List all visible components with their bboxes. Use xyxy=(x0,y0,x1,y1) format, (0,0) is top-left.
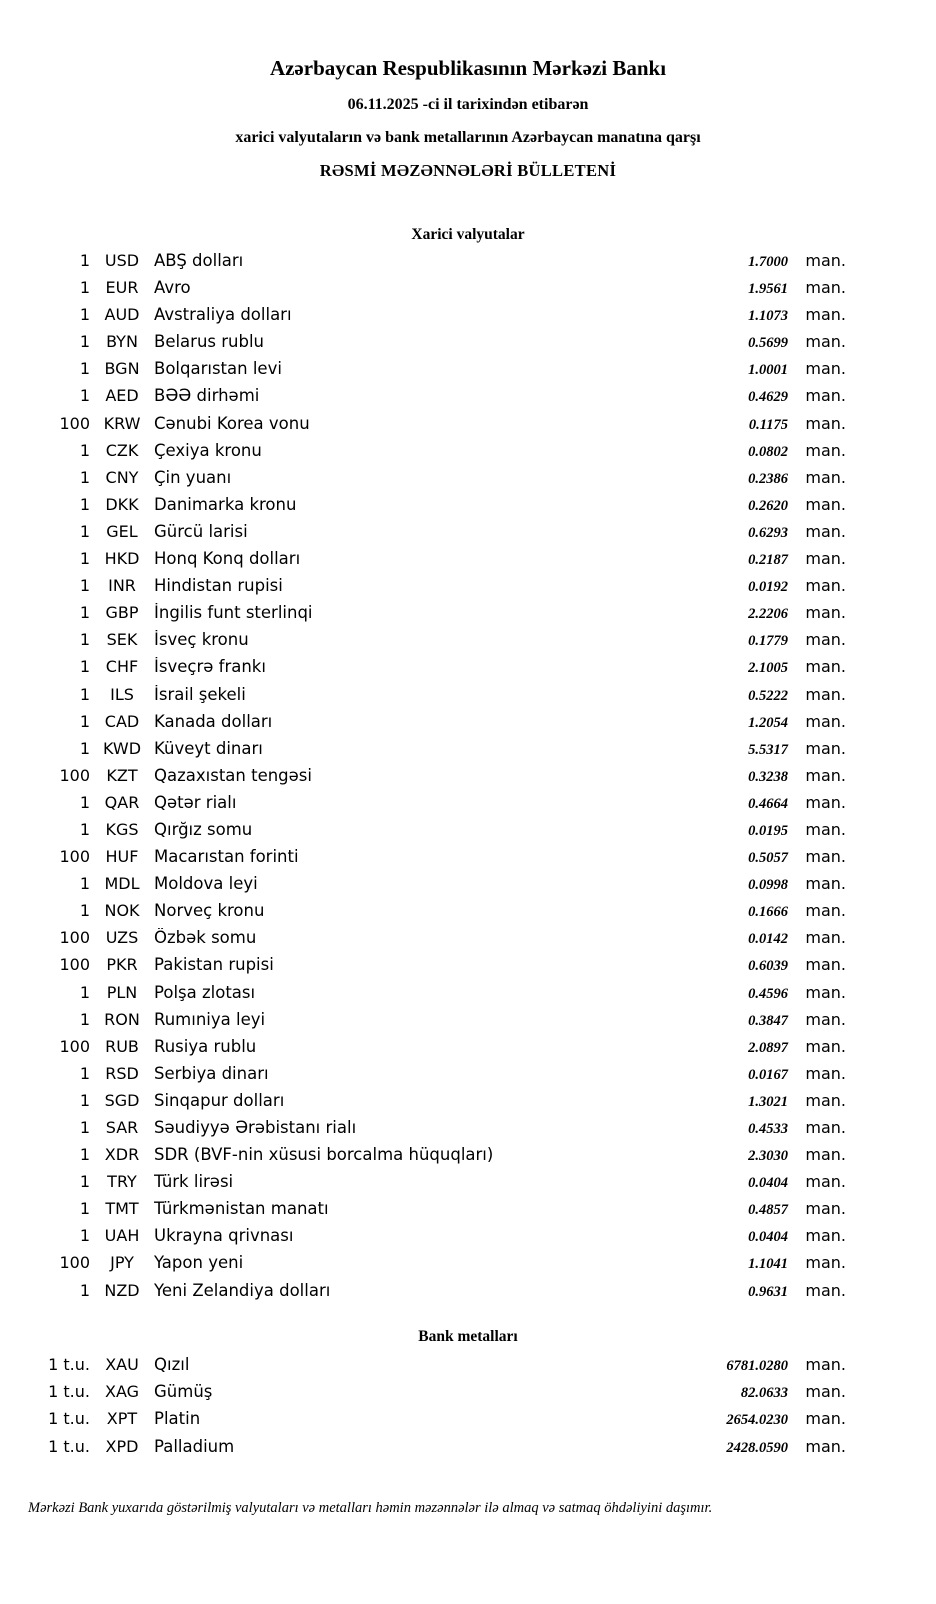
rate-row xyxy=(30,1253,846,1280)
currency-code: CAD xyxy=(104,711,140,731)
currency-code: CZK xyxy=(105,440,139,460)
currency-name: Palladium xyxy=(154,1436,235,1456)
rate-value: 0.6039 xyxy=(748,958,788,975)
currency-code: AED xyxy=(105,386,139,406)
currency-code: TMT xyxy=(105,1199,139,1219)
row-quantity: 1 xyxy=(79,305,90,325)
unit-label: man. xyxy=(805,1063,846,1083)
unit-label: man. xyxy=(805,1382,846,1402)
rate-row xyxy=(30,495,846,522)
currency-name: Gürcü larisi xyxy=(154,521,248,541)
currency-name: Avstraliya dolları xyxy=(154,305,292,325)
currency-code: SAR xyxy=(105,1118,139,1137)
rate-row xyxy=(30,1199,846,1226)
currency-code: XDR xyxy=(104,1145,140,1165)
currency-name: Polşa zlotası xyxy=(154,982,256,1002)
currency-code: BYN xyxy=(106,332,138,352)
row-quantity: 1 xyxy=(79,1172,90,1192)
unit-label: man. xyxy=(805,1280,846,1300)
currency-code: BGN xyxy=(104,359,140,379)
row-quantity: 1 xyxy=(79,386,90,406)
row-quantity: 1 t.u. xyxy=(48,1354,90,1374)
row-quantity: 1 xyxy=(79,1063,90,1083)
currencies-section-title: Xarici valyutalar xyxy=(411,226,525,243)
rate-row xyxy=(30,603,846,630)
rate-value: 1.2054 xyxy=(748,714,788,731)
currency-name: İngilis funt sterlinqi xyxy=(154,603,313,623)
unit-label: man. xyxy=(805,1253,846,1273)
unit-label: man. xyxy=(805,494,846,514)
unit-label: man. xyxy=(805,603,846,623)
currency-name: Rumıniya leyi xyxy=(154,1009,266,1029)
currency-name: Yapon yeni xyxy=(154,1253,244,1273)
currency-name: Platin xyxy=(154,1409,201,1429)
unit-label: man. xyxy=(805,955,846,975)
row-quantity: 1 xyxy=(79,278,90,298)
rate-value: 0.0404 xyxy=(748,1229,788,1246)
rate-value: 1.7000 xyxy=(748,254,788,270)
currency-name: Küveyt dinarı xyxy=(154,738,263,758)
unit-label: man. xyxy=(805,1199,846,1219)
unit-label: man. xyxy=(805,386,846,406)
unit-label: man. xyxy=(805,1118,846,1137)
row-quantity: 1 xyxy=(79,684,90,704)
rate-value: 0.0802 xyxy=(748,443,788,460)
currency-code: SEK xyxy=(106,630,138,650)
rate-row xyxy=(30,1355,846,1382)
currency-name: Türkmənistan manatı xyxy=(154,1199,329,1219)
row-quantity: 1 xyxy=(79,1199,90,1219)
unit-label: man. xyxy=(805,1409,846,1429)
unit-label: man. xyxy=(805,1145,846,1165)
currency-code: RSD xyxy=(105,1063,139,1083)
rate-row xyxy=(30,901,846,928)
currency-name: Macarıstan forinti xyxy=(154,847,299,867)
currency-code: XPD xyxy=(105,1436,139,1456)
currency-name: Rusiya rublu xyxy=(154,1036,257,1056)
currency-code: QAR xyxy=(104,792,140,812)
rate-row xyxy=(30,1118,846,1145)
row-quantity: 1 xyxy=(79,1118,90,1137)
unit-label: man. xyxy=(805,413,846,433)
rate-row xyxy=(30,712,846,739)
rate-row xyxy=(30,928,846,955)
currency-name: İsveç kronu xyxy=(154,630,249,650)
currency-name: Sinqapur dolları xyxy=(154,1090,285,1110)
rate-value: 0.0142 xyxy=(748,931,788,948)
currency-code: PKR xyxy=(106,955,138,975)
rate-row xyxy=(30,874,846,901)
currency-name: Kanada dolları xyxy=(154,711,273,731)
currency-name: BƏƏ dirhəmi xyxy=(154,386,260,406)
rate-value: 0.4664 xyxy=(748,795,788,812)
unit-label: man. xyxy=(805,901,846,921)
currency-name: Bolqarıstan levi xyxy=(154,359,282,379)
subtitle-line: xarici valyutaların və bank metallarının Azərbaycan manatına qarşı xyxy=(235,129,701,146)
currency-name: SDR (BVF-nin xüsusi borcalma hüquqları) xyxy=(154,1145,494,1165)
rate-value: 0.1666 xyxy=(748,904,788,921)
rate-value: 1.0001 xyxy=(748,362,788,379)
row-quantity: 100 xyxy=(59,1036,90,1056)
rate-row xyxy=(30,630,846,657)
rate-row xyxy=(30,1145,846,1172)
currency-code: NZD xyxy=(104,1280,140,1300)
rate-value: 0.1779 xyxy=(748,633,788,650)
rate-value: 0.0192 xyxy=(748,579,788,596)
rate-row xyxy=(30,1409,846,1436)
currency-code: PLN xyxy=(106,982,138,1002)
date-line: 06.11.2025 -ci il tarixindən etibarən xyxy=(347,96,589,113)
bank-title: Azərbaycan Respublikasının Mərkəzi Bankı xyxy=(269,56,667,80)
rate-value: 0.5057 xyxy=(748,850,788,867)
rate-row xyxy=(30,820,846,847)
row-quantity: 100 xyxy=(59,413,90,433)
rate-value: 0.4629 xyxy=(748,389,788,406)
currency-code: MDL xyxy=(104,874,140,894)
row-quantity: 1 xyxy=(79,982,90,1002)
rate-row xyxy=(30,1091,846,1118)
row-quantity: 1 xyxy=(79,494,90,514)
unit-label: man. xyxy=(805,1090,846,1110)
rate-row xyxy=(30,1064,846,1091)
row-quantity: 1 xyxy=(79,630,90,650)
rate-row xyxy=(30,468,846,495)
rate-row xyxy=(30,1226,846,1253)
currency-name: Çin yuanı xyxy=(154,467,232,487)
currency-code: XPT xyxy=(106,1409,138,1429)
currency-name: ABŞ dolları xyxy=(154,251,244,270)
currency-code: XAG xyxy=(104,1382,140,1402)
metals-table xyxy=(0,1355,936,1465)
currency-code: CNY xyxy=(105,467,139,487)
rate-row xyxy=(30,983,846,1010)
currency-name: Honq Konq dolları xyxy=(154,549,301,569)
currency-code: USD xyxy=(104,251,140,270)
unit-label: man. xyxy=(805,576,846,596)
currency-code: GEL xyxy=(106,521,138,541)
row-quantity: 1 xyxy=(79,467,90,487)
row-quantity: 1 xyxy=(79,657,90,677)
currency-name: Hindistan rupisi xyxy=(154,576,283,596)
unit-label: man. xyxy=(805,278,846,298)
row-quantity: 1 xyxy=(79,603,90,623)
currency-code: UAH xyxy=(104,1226,140,1246)
rate-value: 2.3030 xyxy=(748,1148,788,1165)
rate-row xyxy=(30,847,846,874)
rate-row xyxy=(30,278,846,305)
unit-label: man. xyxy=(805,711,846,731)
currency-name: Avro xyxy=(154,278,191,298)
rate-row xyxy=(30,386,846,413)
row-quantity: 1 xyxy=(79,819,90,839)
rate-value: 0.2187 xyxy=(748,552,788,569)
currency-name: Yeni Zelandiya dolları xyxy=(154,1280,331,1300)
rate-value: 0.0167 xyxy=(748,1066,788,1083)
row-quantity: 1 t.u. xyxy=(48,1409,90,1429)
row-quantity: 1 t.u. xyxy=(48,1382,90,1402)
row-quantity: 1 xyxy=(79,1145,90,1165)
rate-value: 2654.0230 xyxy=(726,1412,788,1429)
unit-label: man. xyxy=(805,982,846,1002)
unit-label: man. xyxy=(805,792,846,812)
currency-code: DKK xyxy=(105,494,139,514)
currency-code: ILS xyxy=(110,684,134,704)
currency-code: KGS xyxy=(105,819,139,839)
row-quantity: 1 xyxy=(79,576,90,596)
row-quantity: 100 xyxy=(59,1253,90,1273)
rate-row xyxy=(30,793,846,820)
rate-row xyxy=(30,1172,846,1199)
rate-row xyxy=(30,251,846,278)
rate-row xyxy=(30,332,846,359)
rate-row xyxy=(30,955,846,982)
unit-label: man. xyxy=(805,305,846,325)
rate-row xyxy=(30,685,846,712)
rate-value: 1.3021 xyxy=(748,1093,788,1110)
currency-name: Gümüş xyxy=(154,1382,213,1402)
currency-code: HKD xyxy=(104,549,140,569)
row-quantity: 1 xyxy=(79,549,90,569)
rate-value: 2428.0590 xyxy=(726,1439,788,1456)
rate-row xyxy=(30,1437,846,1464)
rate-value: 0.5222 xyxy=(748,687,788,704)
unit-label: man. xyxy=(805,847,846,867)
rate-row xyxy=(30,576,846,603)
rate-row xyxy=(30,549,846,576)
row-quantity: 1 xyxy=(79,440,90,460)
currency-code: AUD xyxy=(104,305,140,325)
rate-row xyxy=(30,359,846,386)
rate-row xyxy=(30,305,846,332)
currency-name: Norveç kronu xyxy=(154,901,265,921)
unit-label: man. xyxy=(805,1172,846,1192)
currency-code: KWD xyxy=(102,738,142,758)
row-quantity: 1 xyxy=(79,1090,90,1110)
unit-label: man. xyxy=(805,521,846,541)
rate-value: 0.9631 xyxy=(748,1283,788,1300)
currencies-table xyxy=(0,251,936,1308)
rate-value: 0.3847 xyxy=(748,1012,788,1029)
currency-name: Səudiyyə Ərəbistanı rialı xyxy=(154,1118,357,1137)
row-quantity: 1 t.u. xyxy=(48,1436,90,1456)
currency-code: XAU xyxy=(105,1354,139,1374)
rate-row xyxy=(30,1382,846,1409)
currency-name: Özbək somu xyxy=(154,928,257,948)
row-quantity: 1 xyxy=(79,792,90,812)
row-quantity: 1 xyxy=(79,738,90,758)
currency-name: İsrail şekeli xyxy=(154,684,246,704)
rate-value: 0.4533 xyxy=(748,1121,788,1137)
row-quantity: 100 xyxy=(59,955,90,975)
currency-name: Pakistan rupisi xyxy=(154,955,274,975)
rate-row xyxy=(30,522,846,549)
unit-label: man. xyxy=(805,251,846,270)
rate-value: 0.4857 xyxy=(748,1202,788,1219)
rate-value: 2.1005 xyxy=(748,660,788,677)
row-quantity: 1 xyxy=(79,711,90,731)
rate-value: 0.1175 xyxy=(748,416,788,433)
unit-label: man. xyxy=(805,1226,846,1246)
rate-value: 0.3238 xyxy=(748,768,788,785)
row-quantity: 100 xyxy=(59,847,90,867)
currency-code: KZT xyxy=(106,765,138,785)
row-quantity: 100 xyxy=(59,765,90,785)
rate-row xyxy=(30,657,846,684)
rate-value: 0.0195 xyxy=(748,822,788,839)
rate-value: 0.5699 xyxy=(748,335,788,352)
unit-label: man. xyxy=(805,359,846,379)
currency-name: Qətər rialı xyxy=(154,792,237,812)
row-quantity: 1 xyxy=(79,332,90,352)
rate-value: 0.2386 xyxy=(748,470,788,487)
currency-name: Serbiya dinarı xyxy=(154,1063,269,1083)
currency-name: Qazaxıstan tengəsi xyxy=(154,765,312,785)
disclaimer-text: Mərkəzi Bank yuxarıda göstərilmiş valyutaları və metalları həmin məzənnələr ilə almaq və satmaq öhdəliyini daşımır. xyxy=(28,1500,713,1517)
unit-label: man. xyxy=(805,1009,846,1029)
currency-name: Çexiya kronu xyxy=(154,440,262,460)
rate-value: 0.0404 xyxy=(748,1175,788,1192)
unit-label: man. xyxy=(805,1436,846,1456)
unit-label: man. xyxy=(805,738,846,758)
rate-row xyxy=(30,766,846,793)
currency-code: HUF xyxy=(105,847,139,867)
rate-value: 2.2206 xyxy=(748,606,788,623)
bulletin-title: RƏSMİ MƏZƏNNƏLƏRİ BÜLLETENİ xyxy=(319,161,617,180)
currency-name: Ukrayna qrivnası xyxy=(154,1226,294,1246)
rate-row xyxy=(30,441,846,468)
rate-value: 0.0998 xyxy=(748,877,788,894)
currency-code: CHF xyxy=(105,657,139,677)
metals-section-title: Bank metalları xyxy=(418,1327,518,1345)
rate-row xyxy=(30,1281,846,1308)
row-quantity: 1 xyxy=(79,521,90,541)
unit-label: man. xyxy=(805,765,846,785)
unit-label: man. xyxy=(805,1036,846,1056)
unit-label: man. xyxy=(805,819,846,839)
unit-label: man. xyxy=(805,332,846,352)
unit-label: man. xyxy=(805,467,846,487)
unit-label: man. xyxy=(805,928,846,948)
rate-value: 6781.0280 xyxy=(726,1357,788,1374)
rate-row xyxy=(30,414,846,441)
unit-label: man. xyxy=(805,1354,846,1374)
row-quantity: 1 xyxy=(79,1226,90,1246)
row-quantity: 1 xyxy=(79,1280,90,1300)
row-quantity: 1 xyxy=(79,874,90,894)
row-quantity: 1 xyxy=(79,1009,90,1029)
unit-label: man. xyxy=(805,874,846,894)
unit-label: man. xyxy=(805,630,846,650)
rate-value: 1.1073 xyxy=(748,308,788,325)
rate-value: 0.6293 xyxy=(748,524,788,541)
currency-name: İsveçrə frankı xyxy=(154,657,266,677)
currency-code: TRY xyxy=(107,1172,137,1192)
currency-name: Belarus rublu xyxy=(154,332,265,352)
currency-name: Cənubi Korea vonu xyxy=(154,413,310,433)
rate-value: 82.0633 xyxy=(740,1385,788,1402)
currency-name: Qızıl xyxy=(154,1354,190,1374)
rate-value: 1.9561 xyxy=(748,281,788,298)
unit-label: man. xyxy=(805,684,846,704)
unit-label: man. xyxy=(805,440,846,460)
currency-name: Türk lirəsi xyxy=(154,1172,234,1192)
unit-label: man. xyxy=(805,657,846,677)
rate-row xyxy=(30,1037,846,1064)
currency-name: Danimarka kronu xyxy=(154,494,297,514)
currency-code: RON xyxy=(104,1009,140,1029)
rate-value: 0.2620 xyxy=(748,497,788,514)
currency-code: UZS xyxy=(105,928,139,948)
row-quantity: 1 xyxy=(79,359,90,379)
currency-code: KRW xyxy=(103,413,141,433)
currency-code: GBP xyxy=(105,603,139,623)
currency-name: Qırğız somu xyxy=(154,819,253,839)
currency-code: SGD xyxy=(104,1090,140,1110)
rate-row xyxy=(30,739,846,766)
row-quantity: 1 xyxy=(79,901,90,921)
row-quantity: 1 xyxy=(79,251,90,270)
rate-value: 0.4596 xyxy=(748,985,788,1002)
currency-code: EUR xyxy=(105,278,139,298)
currency-code: NOK xyxy=(104,901,140,921)
currency-name: Moldova leyi xyxy=(154,874,258,894)
rate-value: 5.5317 xyxy=(748,741,788,758)
currency-code: JPY xyxy=(110,1253,134,1273)
unit-label: man. xyxy=(805,549,846,569)
rate-value: 2.0897 xyxy=(748,1039,788,1056)
rate-row xyxy=(30,1010,846,1037)
currency-code: INR xyxy=(108,576,136,596)
rate-value: 1.1041 xyxy=(748,1256,788,1273)
row-quantity: 100 xyxy=(59,928,90,948)
currency-code: RUB xyxy=(105,1036,139,1056)
